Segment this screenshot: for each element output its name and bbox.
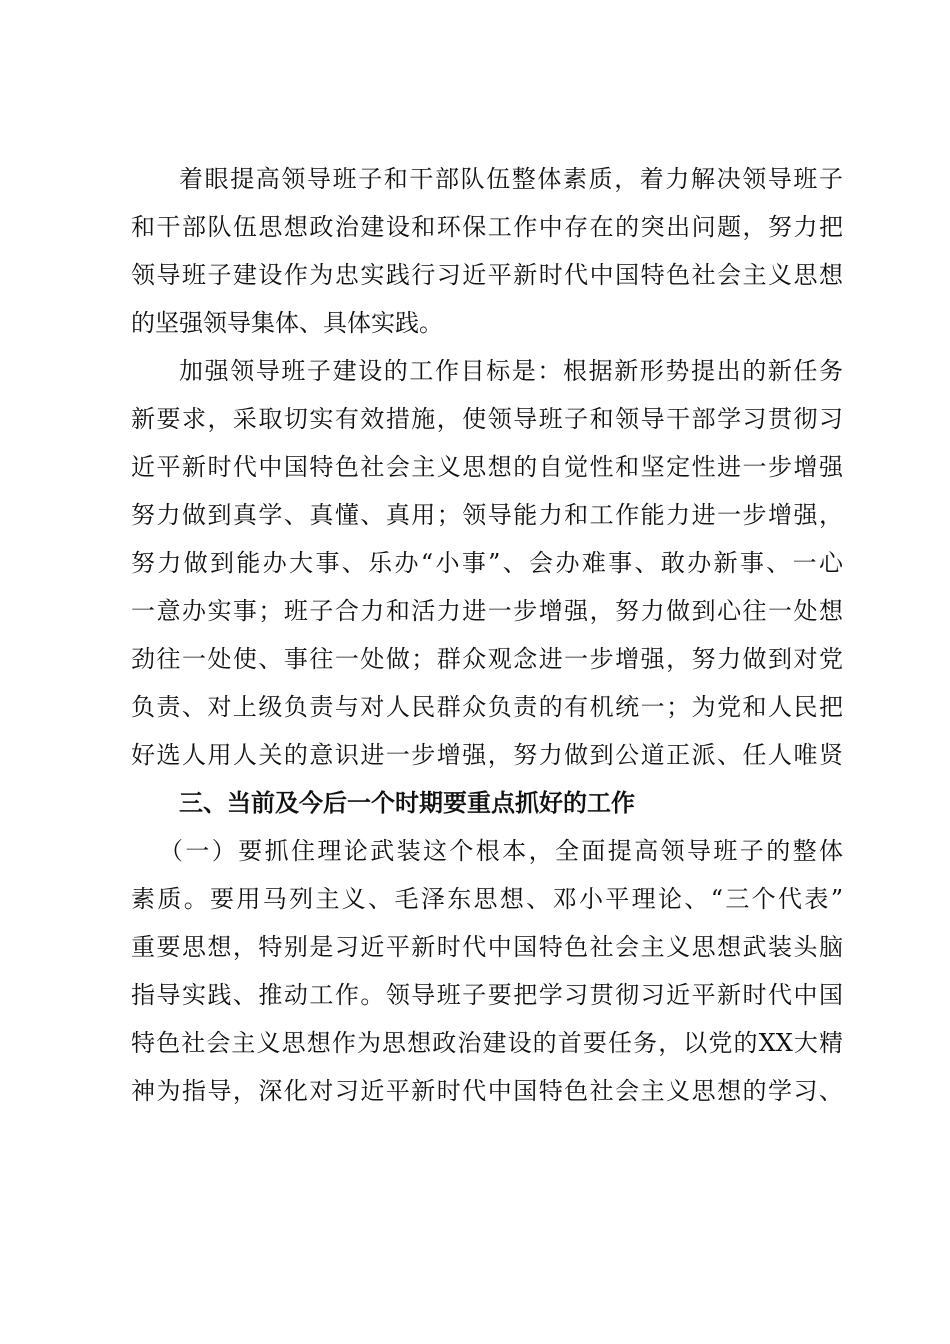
paragraph-2-line-6: 一意办实事；班子合力和活力进一步增强，努力做到心往一处想 bbox=[131, 597, 843, 625]
paragraph-3-line-2: 素质。要用马列主义、毛泽东思想、邓小平理论、“三个代表” bbox=[131, 885, 843, 913]
document-body bbox=[131, 155, 843, 1115]
paragraph-3-line-6: 神为指导，深化对习近平新时代中国特色社会主义思想的学习、 bbox=[131, 1077, 843, 1105]
paragraph-3-line-5: 特色社会主义思想作为思想政治建设的首要任务，以党的XX大精 bbox=[131, 1029, 843, 1057]
paragraph-2-line-9: 好选人用人关的意识进一步增强，努力做到公道正派、任人唯贤 bbox=[131, 741, 843, 769]
paragraph-2-line-5: 努力做到能办大事、乐办“小事”、会办难事、敢办新事、一心 bbox=[131, 549, 843, 577]
paragraph-3-line-3: 重要思想，特别是习近平新时代中国特色社会主义思想武装头脑 bbox=[131, 933, 843, 961]
paragraph-1-line-2: 和干部队伍思想政治建设和环保工作中存在的突出问题，努力把 bbox=[131, 213, 843, 241]
paragraph-2-line-1: 加强领导班子建设的工作目标是：根据新形势提出的新任务 bbox=[179, 357, 843, 385]
paragraph-1-line-1: 着眼提高领导班子和干部队伍整体素质，着力解决领导班子 bbox=[179, 165, 843, 193]
section-heading-3: 三、当前及今后一个时期要重点抓好的工作 bbox=[179, 789, 635, 817]
paragraph-2-line-4: 努力做到真学、真懂、真用；领导能力和工作能力进一步增强， bbox=[131, 501, 843, 529]
paragraph-1-line-3: 领导班子建设作为忠实践行习近平新时代中国特色社会主义思想 bbox=[131, 261, 843, 289]
paragraph-2-line-7: 劲往一处使、事往一处做；群众观念进一步增强，努力做到对党 bbox=[131, 645, 843, 673]
paragraph-2-line-3: 近平新时代中国特色社会主义思想的自觉性和坚定性进一步增强 bbox=[131, 453, 843, 481]
paragraph-2-line-2: 新要求，采取切实有效措施，使领导班子和领导干部学习贯彻习 bbox=[131, 405, 843, 433]
paragraph-3-line-4: 指导实践、推动工作。领导班子要把学习贯彻习近平新时代中国 bbox=[131, 981, 843, 1009]
paragraph-2-line-8: 负责、对上级负责与对人民群众负责的有机统一；为党和人民把 bbox=[131, 693, 843, 721]
paragraph-1-line-4: 的坚强领导集体、具体实践。 bbox=[131, 309, 443, 337]
paragraph-3-line-1: （一）要抓住理论武装这个根本，全面提高领导班子的整体 bbox=[159, 837, 843, 865]
